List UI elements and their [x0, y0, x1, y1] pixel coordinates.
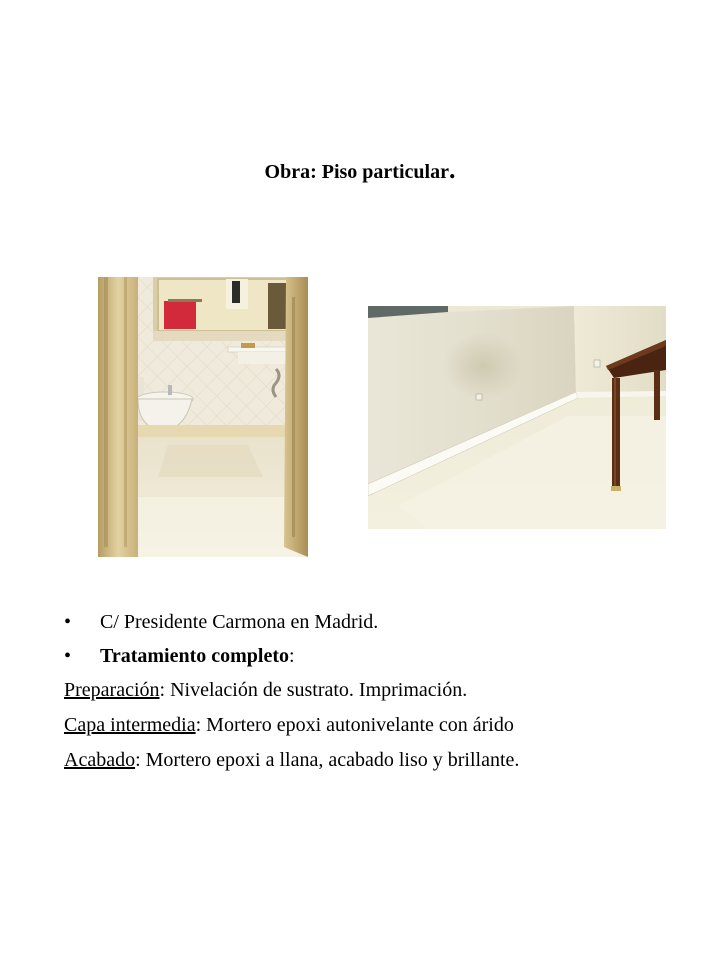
detail-intermediate-layer: [64, 708, 704, 743]
detail-text: : Mortero epoxi autonivelante con árido: [195, 714, 514, 736]
bathroom-photo-drawing: [98, 277, 308, 557]
bathroom-photo: [98, 277, 308, 557]
page-title-dot: .: [448, 155, 456, 184]
treatment-colon: :: [289, 645, 295, 667]
bullet-address: [64, 605, 704, 639]
detail-label: Preparación: [64, 679, 160, 701]
project-details: [64, 605, 704, 778]
detail-label: Acabado: [64, 749, 136, 771]
detail-finish: [64, 743, 704, 778]
bullet-mark: •: [64, 645, 72, 667]
treatment-heading: Tratamiento completo: [100, 645, 290, 667]
detail-text: : Nivelación de sustrato. Imprimación.: [159, 679, 468, 701]
page-title-text: Obra: Piso particular: [264, 161, 449, 183]
address-text: C/ Presidente Carmona en Madrid.: [100, 611, 379, 633]
room-photo: [368, 306, 666, 529]
detail-preparation: [64, 673, 704, 708]
detail-text: : Mortero epoxi a llana, acabado liso y brillante.: [135, 749, 520, 771]
room-photo-drawing: [368, 306, 666, 529]
bullet-mark: •: [64, 611, 72, 633]
page-title: [0, 155, 720, 187]
bullet-treatment: [64, 639, 704, 673]
detail-label: Capa intermedia: [64, 714, 196, 736]
